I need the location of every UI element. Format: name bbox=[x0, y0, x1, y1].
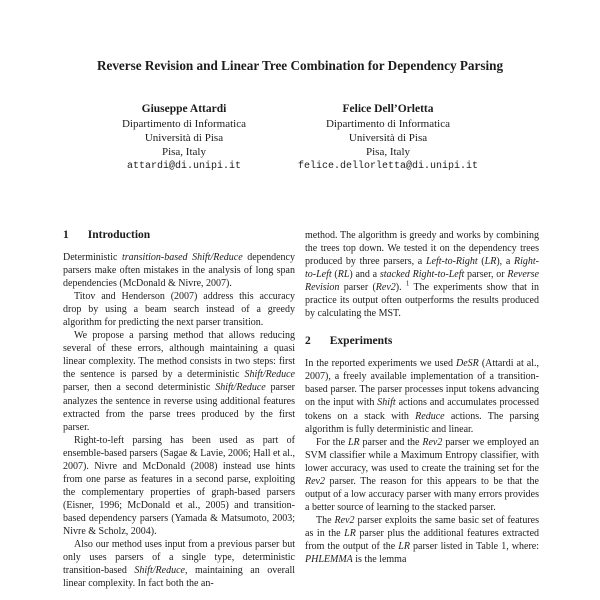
paragraph: We propose a parsing method that allows reducing several of these errors, although maintaining a quasi linear complexity. The method consists in two steps: first the sentence is parsed by a deterministic Shift/Reduce parser, then a second deterministic Shift/Reduce parser analyzes the sentence in reverse using additional features extracted from the parse trees produced by the first parser. bbox=[63, 330, 295, 433]
paragraph: Also our method uses input from a previous parser but only uses parsers of a single type, deterministic transition-based Shift/Reduce, maintaining an overall linear complexity. In fact both the an- bbox=[63, 539, 295, 590]
section-title: Experiments bbox=[329, 335, 393, 348]
paragraph: method. The algorithm is greedy and works by combining the trees top down. We tested it on the dependency trees produced by three parsers, a Left-to-Right (LR), a Right-to-Left (RL) and a stacked Right-to-Left parser, or Reverse Revision parser (Rev2). $^1$ The experiments show that in practice its output often outperforms the results produced by calculating the MST. bbox=[305, 230, 539, 320]
author-affiliation-line: Università di Pisa bbox=[144, 132, 224, 144]
body-columns bbox=[0, 229, 600, 590]
author-affiliation-line: Pisa, Italy bbox=[366, 146, 410, 158]
author-affiliation-line: Dipartimento di Informatica bbox=[121, 118, 246, 130]
author-affiliation-line: Università di Pisa bbox=[348, 132, 428, 144]
paragraph: Deterministic transition-based Shift/Reduce dependency parsers make often mistakes in the analysis of long span dependencies (McDonald & Nivre, 2007). bbox=[63, 252, 295, 290]
author-block-attardi bbox=[122, 102, 246, 173]
section-heading bbox=[305, 335, 539, 348]
column-right bbox=[305, 229, 539, 590]
author-email: attardi@di.unipi.it bbox=[126, 161, 241, 172]
authors-row bbox=[0, 102, 600, 173]
paragraph: The Rev2 parser exploits the same basic set of features as in the LR parser plus the additional features extracted from the output of the LR parser listed in Table 1, where: PHLEMMA is the lemma bbox=[305, 514, 540, 566]
paragraph: In the reported experiments we used DeSR (Attardi at al., 2007), a freely available implementation of a transition-based parser. The parser processes input tokens advancing on the input with Shift actions and accumulates processed tokens on a stack with Reduce actions. The parsing algorithm is fully deterministic and linear. bbox=[305, 358, 540, 435]
author-name: Felice Dell’Orletta bbox=[342, 103, 434, 115]
author-affiliation-line: Dipartimento di Informatica bbox=[325, 118, 450, 130]
paragraph: For the LR parser and the Rev2 parser we employed an SVM classifier while a Maximum Entropy classifier, with lower accuracy, was used to create the training set for the Rev2 parser. The reason for this appears to be that the output of a low accuracy parser with many errors provides a better source of learning to the stacked parser. bbox=[305, 436, 539, 513]
section-title: Introduction bbox=[87, 229, 151, 241]
paragraph: Titov and Henderson (2007) address this accuracy drop by using a beam search instead of a greedy algorithm for predicting the next parser transition. bbox=[63, 291, 295, 329]
paper-title: Reverse Revision and Linear Tree Combination for Dependency Parsing bbox=[96, 58, 504, 73]
author-email: felice.dellorletta@di.unipi.it bbox=[297, 161, 479, 172]
author-affiliation-line: Pisa, Italy bbox=[161, 146, 206, 158]
section-number: 1 bbox=[63, 229, 69, 241]
author-block-dellorletta bbox=[298, 102, 478, 173]
footnote-marker: 1 bbox=[405, 279, 410, 288]
section-heading bbox=[63, 229, 295, 242]
author-name: Giuseppe Attardi bbox=[141, 103, 227, 115]
paragraph: Right-to-left parsing has been used as part of ensemble-based parsers (Sagae & Lavie, 2006; Hall et al., 2007). Nivre and McDonald (2008) instead use hints from one parse as features in a second parse, exploiting the complementary properties of graph-based parsers (Eisner, 1996; McDonald et al., 2005) and transition-based dependency parsers (Yamada & Matsumoto, 2003; Nivre & Scholz, 2004). bbox=[63, 434, 295, 537]
column-left bbox=[63, 229, 295, 590]
section-number: 2 bbox=[305, 335, 311, 348]
